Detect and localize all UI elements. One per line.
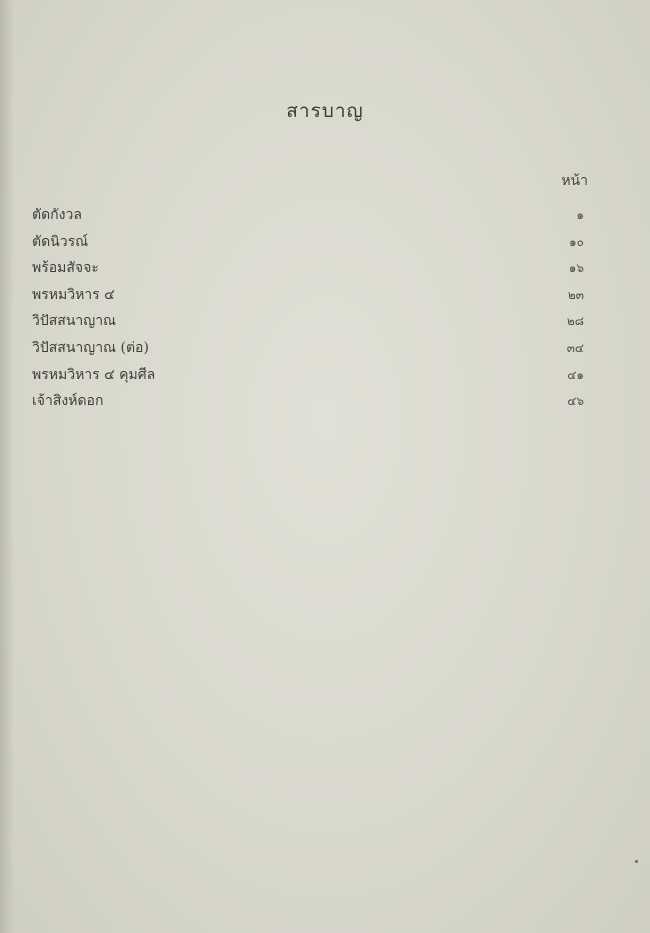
toc-entry-page: ๑ xyxy=(576,208,584,222)
spine-shadow xyxy=(0,0,14,933)
toc-entry-page: ๒๘ xyxy=(566,314,584,329)
toc-entry-title: ตัดกังวล xyxy=(32,207,82,223)
paper-speck xyxy=(635,860,638,863)
toc-entry-page: ๒๓ xyxy=(567,287,584,302)
toc-entry xyxy=(32,364,584,391)
toc-entry xyxy=(32,257,584,284)
toc-entry-title: พร้อมสัจจะ xyxy=(32,260,99,277)
toc-entry-title: วิปัสสนาญาณ (ต่อ) xyxy=(32,339,149,356)
toc-entry-title: พรหมวิหาร ๔ คุมศีล xyxy=(32,366,156,383)
toc-entry xyxy=(32,390,584,417)
toc-entry xyxy=(32,337,584,364)
page-number-column-header: หน้า xyxy=(561,173,588,189)
toc-entry xyxy=(32,284,584,311)
toc-entry-title: ตัดนิวรณ์ xyxy=(32,233,89,250)
toc-entry-title: พรหมวิหาร ๔ xyxy=(32,286,115,303)
page-title: สารบาญ xyxy=(286,100,364,122)
toc-entry-page: ๑๖ xyxy=(568,261,584,276)
toc-entry-title: เจ้าสิงห์ดอก xyxy=(32,393,104,410)
toc-entry-page: ๓๔ xyxy=(566,340,584,355)
toc-entry-page: ๑๐ xyxy=(569,234,584,249)
table-of-contents xyxy=(32,204,584,417)
toc-entry-title: วิปัสสนาญาณ xyxy=(32,313,117,330)
toc-entry xyxy=(32,310,584,337)
toc-entry-page: ๔๑ xyxy=(567,367,584,382)
toc-entry xyxy=(32,231,584,258)
toc-entry xyxy=(32,204,584,231)
toc-entry-page: ๔๖ xyxy=(567,394,584,409)
